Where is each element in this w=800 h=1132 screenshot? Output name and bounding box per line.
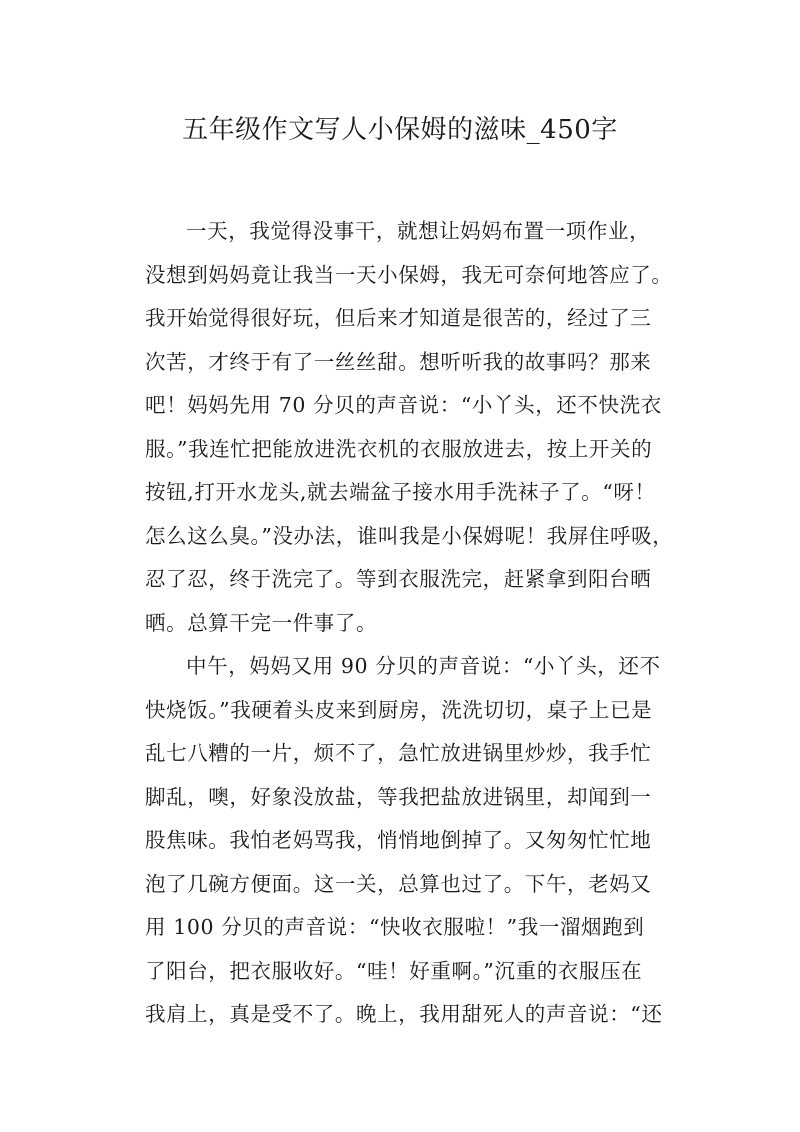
document-title: 五年级作文写人小保姆的滋味_450字: [182, 115, 618, 145]
text-line: 泡了几碗方便面。这一关，总算也过了。下午，老妈又: [145, 871, 652, 896]
text-line: 快烧饭。”我硬着头皮来到厨房，洗洗切切，桌子上已是: [145, 697, 653, 722]
text-line: 脚乱，噢，好象没放盐，等我把盐放进锅里，却闻到一: [145, 784, 652, 809]
text-line: 中午，妈妈又用 90 分贝的声音说：“小丫头，还不: [186, 654, 661, 678]
text-line: 晒。总算干完一件事了。: [145, 610, 378, 635]
text-line: 次苦，才终于有了一丝丝甜。想听听我的故事吗？那来: [145, 349, 652, 374]
document-body: [145, 210, 675, 1037]
text-line: 服。”我连忙把能放进洗衣机的衣服放进去，按上开关的: [145, 436, 653, 461]
text-line: 我肩上，真是受不了。晚上，我用甜死人的声音说：“还: [145, 1002, 663, 1026]
text-line: 忍了忍，终于洗完了。等到衣服洗完，赶紧拿到阳台晒: [145, 567, 652, 591]
text-line: 一天，我觉得没事干，就想让妈妈布置一项作业，: [186, 219, 651, 243]
text-line: 股焦味。我怕老妈骂我，悄悄地倒掉了。又匆匆忙忙地: [145, 828, 652, 852]
text-line: 了阳台，把衣服收好。“哇！好重啊。”沉重的衣服压在: [145, 958, 643, 983]
text-line: 我开始觉得很好玩，但后来才知道是很苦的，经过了三: [145, 306, 652, 330]
text-line: 用 100 分贝的声音说：“快收衣服啦！”我一溜烟跑到: [145, 915, 645, 939]
text-line: 怎么这么臭。”没办法，谁叫我是小保姆呢！我屏住呼吸，: [145, 523, 674, 548]
text-line: 吧！妈妈先用 70 分贝的声音说：“小丫头，还不快洗衣: [145, 393, 662, 417]
text-line: 没想到妈妈竟让我当一天小保姆，我无可奈何地答应了。: [145, 262, 673, 287]
text-line: 按钮,打开水龙头,就去端盆子接水用手洗袜子了。“呀！: [145, 480, 656, 504]
text-line: 乱七八糟的一片，烦不了，急忙放进锅里炒炒，我手忙: [145, 741, 652, 765]
